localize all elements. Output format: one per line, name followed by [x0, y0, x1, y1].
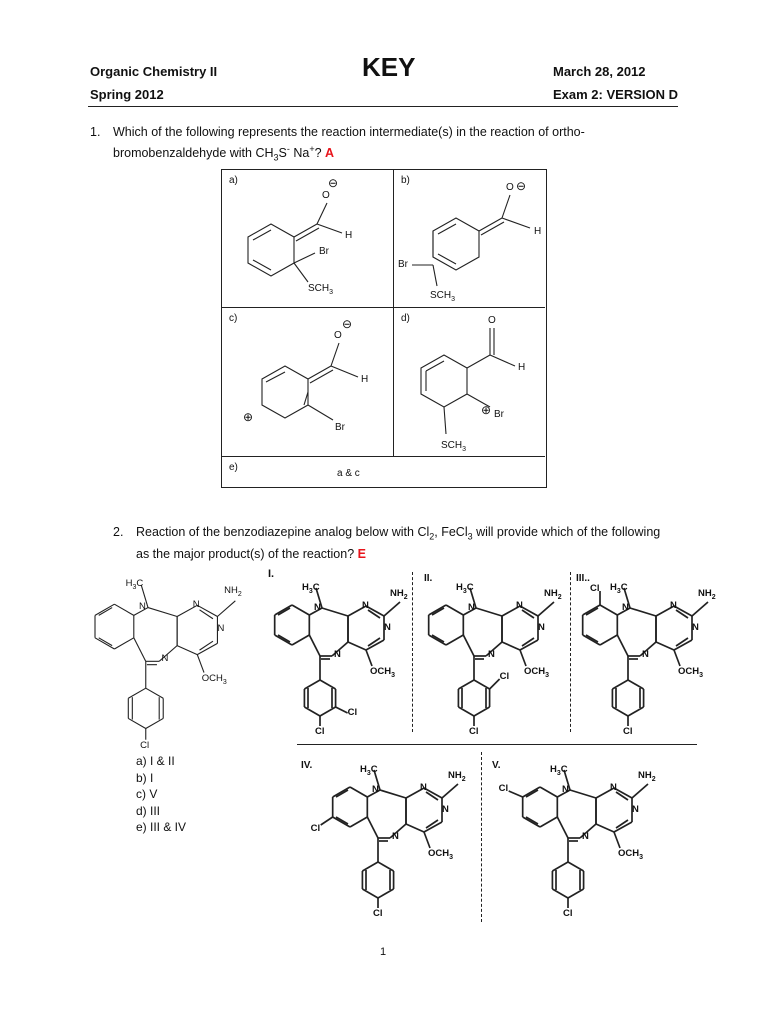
- product-label-IV: IV.: [301, 760, 313, 771]
- bond: [406, 824, 424, 832]
- bond: [509, 791, 523, 797]
- product-V-para-Cl: Cl: [563, 908, 573, 919]
- bond: [600, 605, 617, 615]
- bond: [378, 862, 394, 871]
- bond: [523, 817, 540, 827]
- a-minus: ⊖: [328, 176, 339, 190]
- bond: [458, 680, 474, 689]
- product-II-methoxy: $OCH_3$: [524, 666, 550, 679]
- separator-II-III: [570, 572, 571, 732]
- product-IV-methoxy: $OCH_3$: [428, 848, 454, 861]
- exam-version: Exam 2: VERSION D: [553, 87, 678, 102]
- bond: [446, 605, 463, 615]
- product-I-N3: N: [362, 600, 369, 611]
- product-II-N3: N: [516, 600, 523, 611]
- product-II-extra-Cl: Cl: [499, 671, 510, 682]
- bond: [442, 784, 458, 798]
- bond: [177, 646, 197, 655]
- product-IV-extra-Cl: Cl: [310, 823, 321, 834]
- bond: [628, 707, 644, 716]
- bond: [474, 680, 490, 689]
- bond: [523, 787, 540, 797]
- page-number: 1: [380, 946, 387, 958]
- course-title: Organic Chemistry II: [90, 64, 218, 79]
- product-label-V: V.: [492, 760, 501, 771]
- bond: [320, 707, 336, 716]
- product-I-extra-Cl: Cl: [347, 707, 358, 718]
- bond: [474, 707, 490, 716]
- bond: [292, 605, 309, 615]
- bond: [362, 889, 378, 898]
- bond: [366, 650, 372, 666]
- bond: [378, 889, 394, 898]
- d-O: O: [488, 315, 496, 326]
- a-H: H: [345, 230, 353, 241]
- cell-e-label: e): [229, 462, 238, 473]
- bond: [458, 707, 474, 716]
- bond: [614, 832, 620, 848]
- bond: [148, 608, 177, 617]
- bond: [200, 610, 213, 619]
- product-III-N4: N: [692, 622, 699, 633]
- bond: [128, 718, 145, 728]
- starting-material-para-Cl: Cl: [140, 739, 150, 751]
- product-III-extra-Cl: Cl: [590, 583, 600, 594]
- starting-material-N4: N: [217, 623, 225, 635]
- bond: [502, 642, 520, 650]
- bond: [568, 862, 584, 871]
- bond: [380, 790, 406, 798]
- product-I-N1: N: [314, 602, 321, 613]
- d-H: H: [518, 362, 526, 373]
- product-V-N3: N: [610, 782, 617, 793]
- a-SCH3: $SCH_3$: [308, 283, 334, 296]
- bond: [114, 604, 133, 615]
- product-V-extra-Cl: Cl: [498, 783, 509, 794]
- c-minus: ⊖: [342, 317, 353, 331]
- c-H: H: [361, 374, 369, 385]
- product-I-para-Cl: Cl: [315, 726, 325, 737]
- product-II-amine: $NH_2$: [544, 588, 562, 601]
- product-III-methoxy: $OCH_3$: [678, 666, 704, 679]
- bond: [146, 688, 163, 698]
- bond: [632, 784, 648, 798]
- bond: [304, 680, 320, 689]
- starting-material-N5: N: [161, 653, 169, 665]
- bond: [146, 718, 163, 728]
- b-SCH3: $SCH_3$: [430, 290, 456, 303]
- d-SCH3: $SCH_3$: [441, 440, 467, 453]
- separator-row: [297, 744, 697, 745]
- bond: [321, 817, 333, 825]
- a-O: O: [322, 190, 330, 201]
- bond: [612, 707, 628, 716]
- bond: [197, 655, 204, 673]
- bond: [320, 680, 336, 689]
- bond: [628, 680, 644, 689]
- bond: [367, 817, 378, 838]
- product-V-N1: N: [562, 784, 569, 795]
- product-III-N3: N: [670, 600, 677, 611]
- product-II-N5: N: [488, 649, 495, 660]
- bond: [322, 608, 348, 616]
- product-IV-para-Cl: Cl: [373, 908, 383, 919]
- bond: [304, 707, 320, 716]
- product-III-methyl: $H_3C$: [610, 582, 628, 595]
- bond: [552, 862, 568, 871]
- product-label-III: III..: [576, 573, 590, 584]
- cell-e-text: a & c: [337, 468, 360, 479]
- q2-line1: Reaction of the benzodiazepine analog below with $Cl_2$, FeCl$_3$ will provide which of the following: [136, 525, 661, 542]
- bond: [95, 638, 114, 649]
- starting-material-amine: $NH_2$: [224, 585, 242, 599]
- option-b: b) I: [136, 770, 154, 785]
- q1-number: 1.: [90, 125, 101, 139]
- b-minus: ⊖: [516, 179, 527, 193]
- option-d: d) III: [136, 803, 161, 818]
- product-II-para-Cl: Cl: [469, 726, 479, 737]
- bond: [692, 602, 708, 616]
- product-label-I: I.: [268, 568, 275, 580]
- product-I-N5: N: [334, 649, 341, 660]
- product-I-methoxy: $OCH_3$: [370, 666, 396, 679]
- product-IV-methyl: $H_3C$: [360, 764, 378, 777]
- product-I-N4: N: [384, 622, 391, 633]
- option-e: e) III & IV: [136, 820, 187, 834]
- bond: [520, 650, 526, 666]
- bond: [384, 602, 400, 616]
- starting-material-N3: N: [192, 598, 200, 610]
- product-II-N1: N: [468, 602, 475, 613]
- b-Br: Br: [398, 259, 408, 270]
- product-III-para-Cl: Cl: [623, 726, 633, 737]
- product-IV-N4: N: [442, 804, 449, 815]
- bond: [275, 635, 292, 645]
- product-III-N1: N: [622, 602, 629, 613]
- bond: [630, 608, 656, 616]
- bond: [217, 601, 235, 617]
- cell-a-label: a): [229, 175, 238, 186]
- bond: [463, 635, 474, 656]
- bond: [612, 680, 628, 689]
- key-title: KEY: [362, 52, 416, 82]
- bond: [128, 688, 145, 698]
- product-V-amine: $NH_2$: [638, 770, 656, 783]
- bond: [617, 635, 628, 656]
- bond: [309, 635, 320, 656]
- product-V-methoxy: $OCH_3$: [618, 848, 644, 861]
- bond: [540, 787, 557, 797]
- bond: [333, 817, 350, 827]
- b-H: H: [534, 226, 542, 237]
- bond: [583, 635, 600, 645]
- q2-options: [136, 753, 186, 836]
- product-IV-N5: N: [392, 831, 399, 842]
- bond: [656, 642, 674, 650]
- bond: [600, 635, 617, 645]
- bond: [348, 642, 366, 650]
- bond: [674, 650, 680, 666]
- bond: [540, 817, 557, 827]
- bond: [336, 707, 348, 713]
- product-V-N4: N: [632, 804, 639, 815]
- separator-IV-V: [481, 752, 482, 922]
- bond: [476, 608, 502, 616]
- bond: [568, 889, 584, 898]
- product-I-methyl: $H_3C$: [302, 582, 320, 595]
- bond: [538, 602, 554, 616]
- d-plus: ⊕: [481, 403, 492, 417]
- option-c: c) V: [136, 787, 158, 801]
- b-O: O: [506, 182, 514, 193]
- d-Br: Br: [494, 409, 504, 420]
- q1-line2: bromobenzaldehyde with $CH_3S^-$ Na+? A: [113, 144, 335, 163]
- cell-b-label: b): [401, 175, 410, 186]
- product-label-II: II.: [424, 573, 433, 584]
- bond: [292, 635, 309, 645]
- product-V-N5: N: [582, 831, 589, 842]
- product-II-methyl: $H_3C$: [456, 582, 474, 595]
- bond: [362, 862, 378, 871]
- q1-line1: Which of the following represents the reaction intermediate(s) in the reaction of ortho-: [113, 125, 585, 139]
- q2-number: 2.: [113, 525, 124, 539]
- cell-c-label: c): [229, 313, 238, 324]
- option-a: a) I & II: [136, 754, 175, 768]
- bond: [350, 817, 367, 827]
- bond: [583, 605, 600, 615]
- product-IV-N3: N: [420, 782, 427, 793]
- starting-material-methoxy: $OCH_3$: [201, 672, 227, 686]
- product-III-N5: N: [642, 649, 649, 660]
- separator-I-II: [412, 572, 413, 732]
- q1-answer: A: [325, 146, 335, 161]
- product-IV-N1: N: [372, 784, 379, 795]
- bond: [557, 817, 568, 838]
- exam-date: March 28, 2012: [553, 64, 646, 79]
- bond: [275, 605, 292, 615]
- bond: [446, 635, 463, 645]
- a-Br: Br: [319, 246, 329, 257]
- product-II-N4: N: [538, 622, 545, 633]
- cell-d-label: d): [401, 313, 410, 324]
- q2-answer: E: [357, 546, 366, 561]
- bond: [490, 679, 500, 689]
- bond: [570, 790, 596, 798]
- q2-line2: as the major product(s) of the reaction? E: [136, 546, 366, 561]
- bond: [429, 635, 446, 645]
- bond: [114, 638, 133, 649]
- bond: [95, 604, 114, 615]
- c-plus: ⊕: [243, 410, 254, 424]
- starting-material-methyl: $H_3C$: [125, 578, 144, 592]
- bond: [596, 824, 614, 832]
- bond: [429, 605, 446, 615]
- bond: [424, 832, 430, 848]
- c-Br: Br: [335, 422, 345, 433]
- bond: [350, 787, 367, 797]
- term: Spring 2012: [90, 87, 164, 102]
- bond: [552, 889, 568, 898]
- bond: [333, 787, 350, 797]
- bond: [200, 641, 213, 650]
- product-IV-amine: $NH_2$: [448, 770, 466, 783]
- product-III-amine: $NH_2$: [698, 588, 716, 601]
- product-V-methyl: $H_3C$: [550, 764, 568, 777]
- product-I-amine: $NH_2$: [390, 588, 408, 601]
- c-O: O: [334, 330, 342, 341]
- bond: [134, 638, 146, 662]
- starting-material-N1: N: [139, 600, 146, 612]
